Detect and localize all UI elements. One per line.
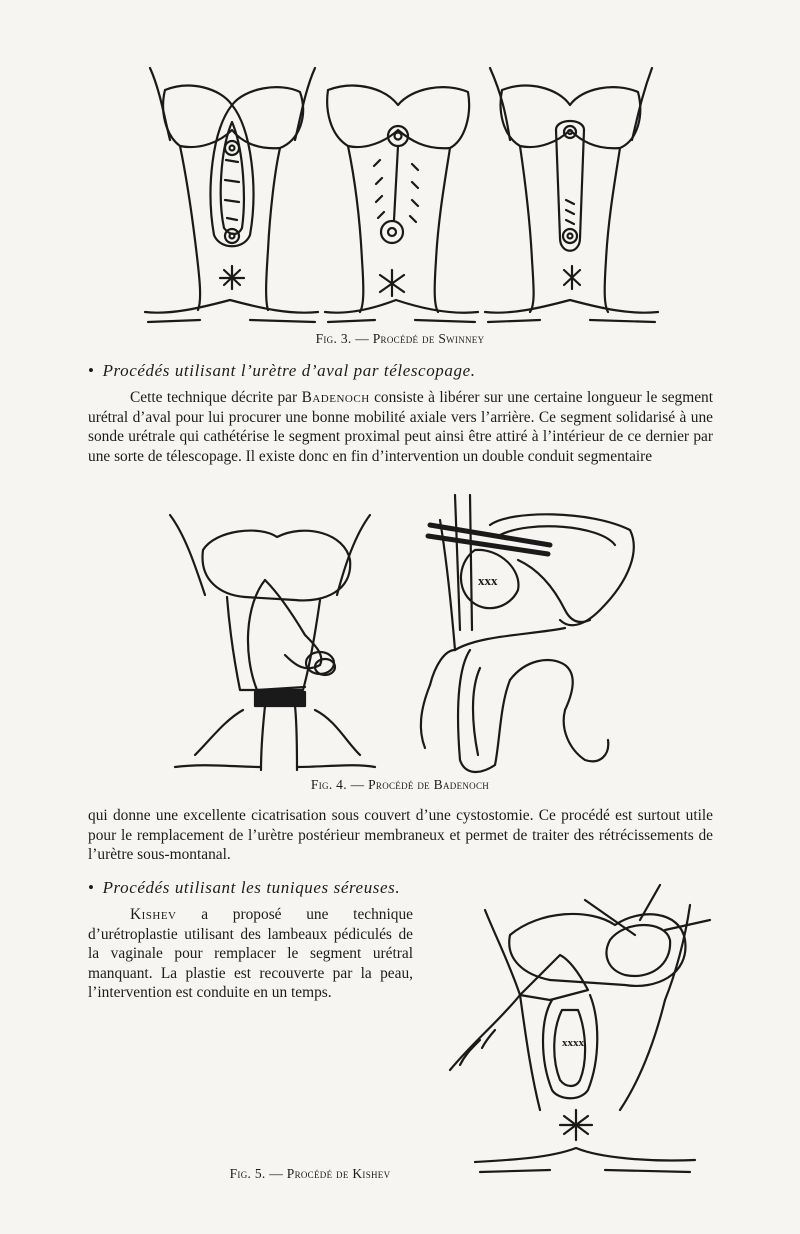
fig5-text: Procédé de — [286, 1166, 349, 1181]
fig3-label: Fig. 3. — [315, 331, 352, 346]
fig5-label: Fig. 5. — [229, 1166, 266, 1181]
fig3-panel-b-illustration — [320, 60, 480, 330]
fig5-stitches: xxxx — [562, 1037, 584, 1049]
section-heading-sereuses — [88, 878, 488, 898]
paragraph-kishev — [88, 905, 413, 1003]
fig3-name: Swinney — [438, 331, 485, 346]
heading-text: Procédés utilisant les tuniques séreuses. — [102, 878, 401, 897]
fig4-name: Badenoch — [433, 777, 490, 792]
paragraph-continuation: qui donne une excellente cicatrisation sous couvert d’une cystostomie. Ce procédé est surtout utile pour le remplacement de l’urètre postérieur membraneux et permet de traiter des rétrécissements de l’urètre sous-montanal. — [88, 807, 713, 864]
para-text: consiste à libérer sur une certaine longueur le segment urétral d’aval pour lui procurer une bonne mobilité axiale vers l’arrière. Ce segment solidarisé à une sonde urétrale qui cathétérise le segment proximal peut ainsi être attiré à l’intérieur de ce dernier par une sorte de télescopage. Il existe donc en fin d’intervention un double conduit segmentaire — [88, 389, 714, 465]
fig4-text: Procédé de — [368, 777, 430, 792]
section-heading-telescopage — [88, 361, 728, 381]
bullet: • — [88, 361, 95, 380]
para-text: Cette technique décrite par — [130, 389, 302, 406]
figure-3 — [140, 60, 660, 330]
figure-5-caption — [200, 1166, 420, 1182]
fig4-dash: — — [350, 777, 365, 792]
heading-text: Procédés utilisant l’urètre d’aval par télescopage. — [102, 361, 476, 380]
fig3-text: Procédé de — [372, 331, 435, 346]
figure-3-caption — [0, 331, 800, 347]
author-name: Kishev — [130, 906, 177, 923]
author-name: Badenoch — [301, 389, 370, 406]
fig3-dash: — — [355, 331, 370, 346]
fig5-dash: — — [269, 1166, 284, 1181]
fig4-label: Fig. 4. — [310, 777, 347, 792]
fig5-illustration — [440, 880, 720, 1180]
fig3-panel-c-illustration — [480, 60, 660, 330]
fig4-stitches: xxx — [478, 573, 498, 588]
fig4-right-illustration — [400, 490, 650, 780]
para-text: a proposé une technique d’urétroplastie utilisant des lambeaux pédiculés de la vaginale pour remplacer le segment urétral manquant. La plastie est recouverte par la peau, l’intervention est conduite en un temps. — [88, 906, 413, 1002]
paragraph-badenoch — [88, 388, 713, 466]
fig5-name: Kishev — [352, 1166, 391, 1181]
fig4-left-illustration — [165, 505, 380, 775]
bullet: • — [88, 878, 95, 897]
figure-4-caption — [0, 777, 800, 793]
fig3-panel-a-illustration — [140, 60, 320, 330]
